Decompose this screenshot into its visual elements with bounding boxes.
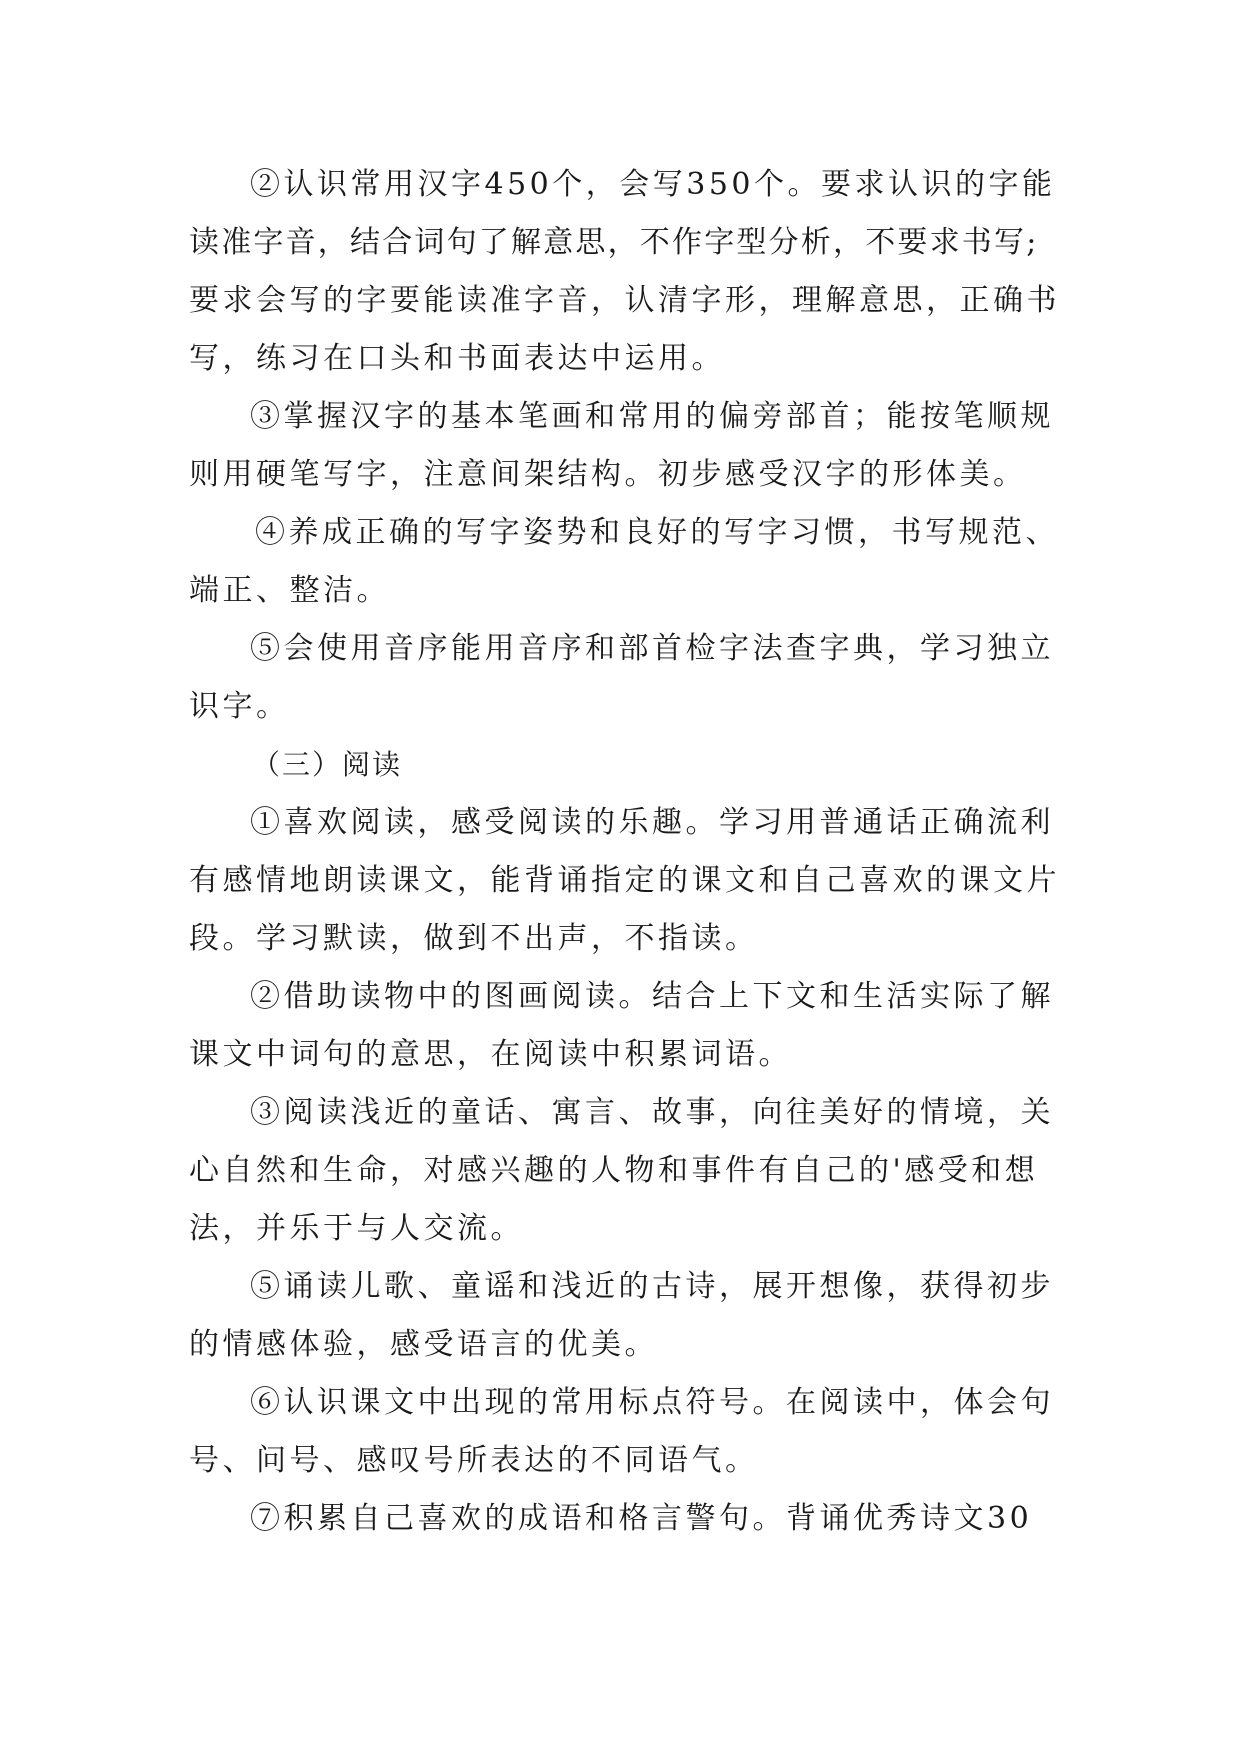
text-line: 心自然和生命，对感兴趣的人物和事件有自己的'感受和想	[189, 1153, 1039, 1188]
text-line: 号、问号、感叹号所表达的不同语气。	[189, 1443, 759, 1478]
text-line: ③掌握汉字的基本笔画和常用的偏旁部首；能按笔顺规	[250, 399, 1054, 434]
text-line: 有感情地朗读课文，能背诵指定的课文和自己喜欢的课文片	[189, 863, 1060, 898]
text-line: 写，练习在口头和书面表达中运用。	[189, 341, 725, 376]
text-line: ③阅读浅近的童话、寓言、故事，向往美好的情境，关	[250, 1095, 1054, 1130]
text-line: ⑤会使用音序能用音序和部首检字法查字典，学习独立	[250, 631, 1054, 666]
text-line: 法，并乐于与人交流。	[189, 1211, 524, 1246]
text-line: 段。学习默读，做到不出声，不指读。	[189, 921, 759, 956]
text-line: 则用硬笔写字，注意间架结构。初步感受汉字的形体美。	[189, 457, 1027, 492]
text-line: 识字。	[189, 689, 290, 724]
text-line: 的情感体验，感受语言的优美。	[189, 1327, 658, 1362]
text-line: ①喜欢阅读，感受阅读的乐趣。学习用普通话正确流利	[250, 805, 1054, 840]
text-line: ⑦积累自己喜欢的成语和格言警句。背诵优秀诗文30	[250, 1501, 1033, 1536]
text-line: ②认识常用汉字450个，会写350个。要求认识的字能	[250, 167, 1056, 202]
text-line: 要求会写的字要能读准字音，认清字形，理解意思，正确书	[189, 283, 1060, 318]
text-line: ⑥认识课文中出现的常用标点符号。在阅读中，体会句	[250, 1385, 1054, 1420]
text-line: 课文中词句的意思，在阅读中积累词语。	[189, 1037, 792, 1072]
text-line: 读准字音，结合词句了解意思，不作字型分析，不要求书写;	[189, 225, 1039, 260]
text-line: ⑤诵读儿歌、童谣和浅近的古诗，展开想像，获得初步	[250, 1269, 1054, 1304]
text-line: 端正、整洁。	[189, 573, 390, 608]
text-line: ④养成正确的写字姿势和良好的写字习惯，书写规范、	[255, 515, 1059, 550]
text-line: ②借助读物中的图画阅读。结合上下文和生活实际了解	[250, 979, 1054, 1014]
section-heading: （三）阅读	[252, 748, 403, 781]
